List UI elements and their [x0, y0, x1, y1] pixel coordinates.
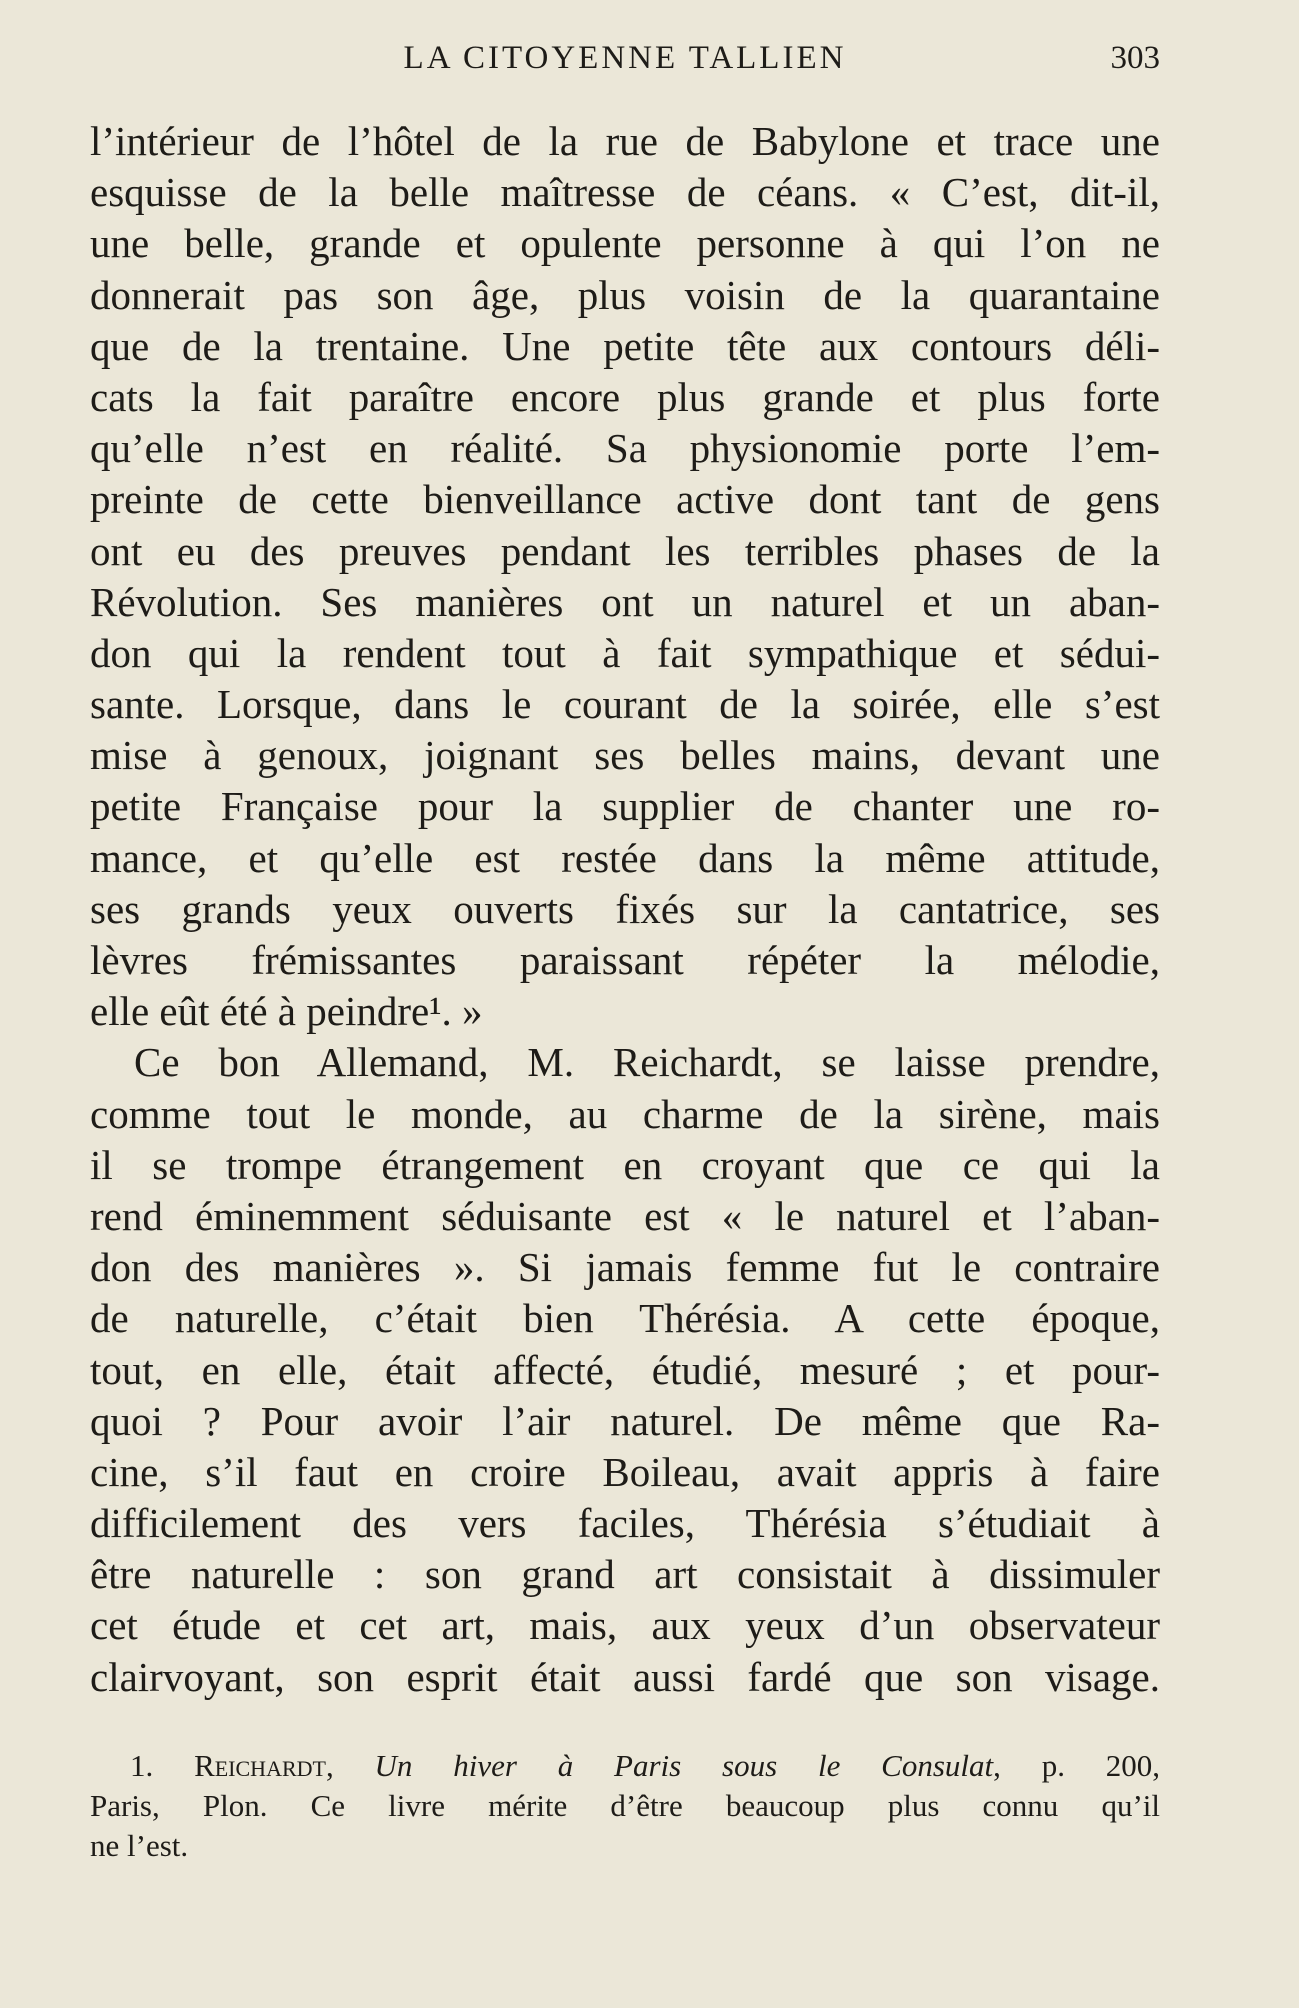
text-line: l’intérieur de l’hôtel de la rue de Babylone et trace une — [90, 118, 1160, 164]
text-line: ont eu des preuves pendant les terribles phases de la — [90, 527, 1160, 574]
text-line: clairvoyant, son esprit était aussi fardé que son visage. — [90, 1653, 1160, 1700]
footnote-separator: , — [325, 1748, 334, 1783]
running-head — [90, 40, 1160, 90]
text-line: Ce bon Allemand, M. Reichardt, se laisse prendre, — [134, 1039, 1160, 1086]
text-line: une belle, grande et opulente personne à qui l’on ne — [90, 220, 1160, 267]
footnote-line — [90, 1746, 1160, 1786]
text-line: de naturelle, c’était bien Thérésia. A cette époque, — [90, 1295, 1160, 1342]
text-line: lèvres frémissantes paraissant répéter la mélodie, — [90, 937, 1160, 983]
body-text — [90, 116, 1160, 1703]
text-line: elle eût été à peindre¹. » — [90, 988, 483, 1035]
text-line: esquisse de la belle maîtresse de céans. « C’est, dit-il, — [90, 169, 1160, 216]
text-line: tout, en elle, était affecté, étudié, mesuré ; et pour- — [90, 1346, 1160, 1393]
text-line: petite Française pour la supplier de chanter une ro- — [90, 783, 1160, 830]
text-line: donnerait pas son âge, plus voisin de la quarantaine — [90, 271, 1160, 318]
text-line: rend éminemment séduisante est « le naturel et l’aban- — [90, 1192, 1160, 1239]
footnote-number: 1. — [130, 1748, 154, 1783]
text-line: quoi ? Pour avoir l’air naturel. De même que Ra- — [90, 1397, 1160, 1444]
footnote — [90, 1746, 1160, 1866]
footnote-line: Paris, Plon. Ce livre mérite d’être beaucoup plus connu qu’il — [90, 1788, 1160, 1823]
text-line: mise à genoux, joignant ses belles mains, devant une — [90, 732, 1160, 779]
text-line: ses grands yeux ouverts fixés sur la cantatrice, ses — [90, 885, 1160, 932]
text-line: cats la fait paraître encore plus grande et plus forte — [90, 373, 1160, 420]
text-line: preinte de cette bienveillance active dont tant de gens — [90, 476, 1160, 523]
text-line: sante. Lorsque, dans le courant de la soirée, elle s’est — [90, 681, 1160, 728]
text-line: que de la trentaine. Une petite tête aux contours déli- — [90, 322, 1160, 369]
footnote-author: Reichardt — [194, 1748, 326, 1783]
text-line: don qui la rendent tout à fait sympathique et sédui- — [90, 629, 1160, 676]
text-line: Révolution. Ses manières ont un naturel et un aban- — [90, 578, 1160, 625]
text-line: difficilement des vers faciles, Thérésia s’étudiait à — [90, 1500, 1160, 1547]
text-line: être naturelle : son grand art consistait à dissimuler — [90, 1551, 1160, 1598]
footnote-work-title: Un hiver à Paris sous le Consulat — [374, 1748, 994, 1783]
text-line: qu’elle n’est en réalité. Sa physionomie porte l’em- — [90, 425, 1160, 472]
text-line: don des manières ». Si jamais femme fut le contraire — [90, 1244, 1160, 1291]
footnote-line: ne l’est. — [90, 1828, 189, 1863]
text-line: il se trompe étrangement en croyant que ce qui la — [90, 1141, 1160, 1188]
footnote-page-ref: , p. 200, — [993, 1748, 1160, 1783]
text-line: comme tout le monde, au charme de la sirène, mais — [90, 1090, 1160, 1137]
text-line: cet étude et cet art, mais, aux yeux d’un observateur — [90, 1602, 1160, 1649]
text-line: mance, et qu’elle est restée dans la même attitude, — [90, 834, 1160, 881]
running-title: LA CITOYENNE TALLIEN — [403, 40, 847, 76]
page-number: 303 — [1110, 40, 1160, 76]
text-line: cine, s’il faut en croire Boileau, avait appris à faire — [90, 1448, 1160, 1495]
